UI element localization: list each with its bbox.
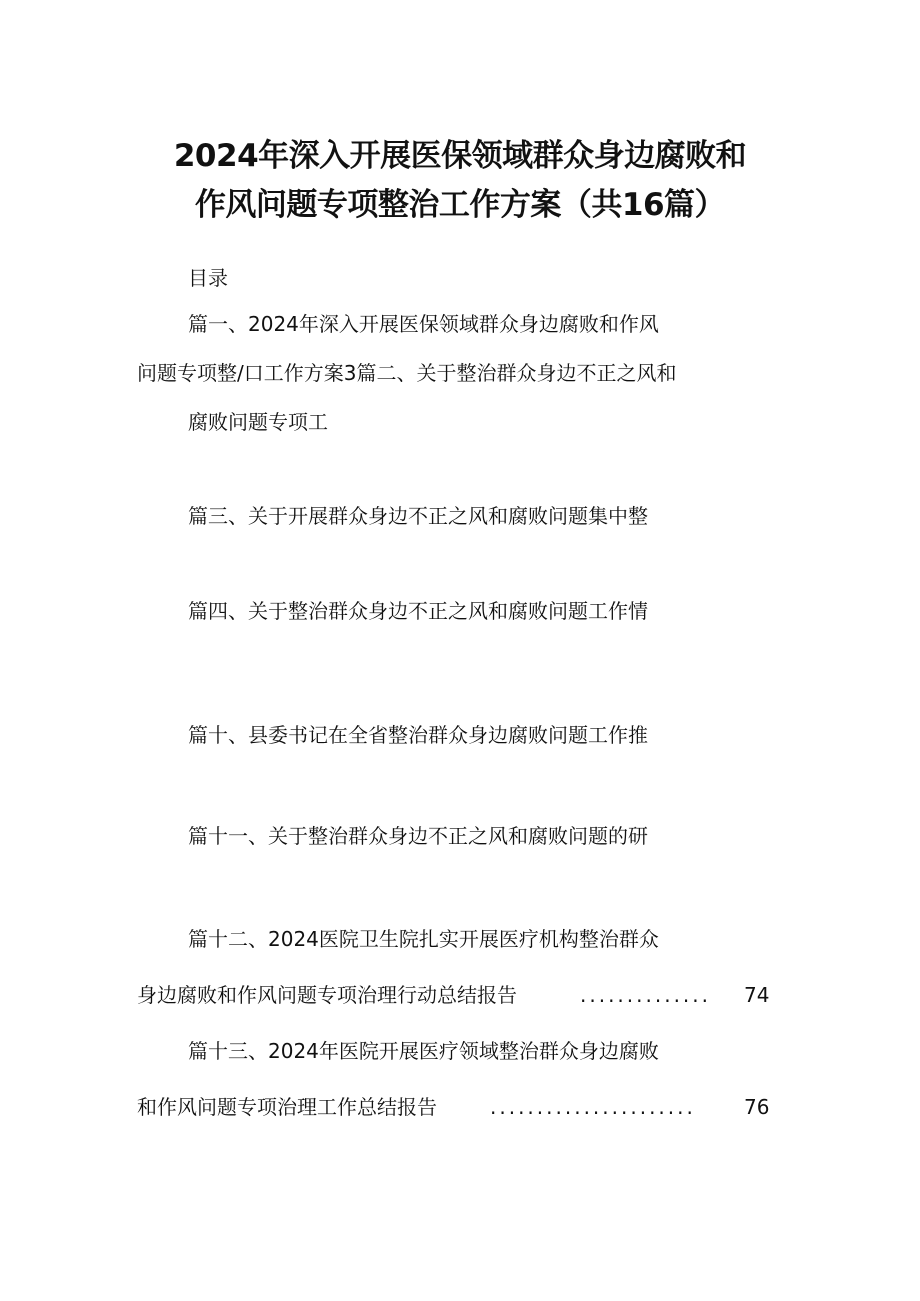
toc-entry-text: 篇十一、关于整治群众身边不正之风和腐败问题的研 — [188, 824, 648, 848]
toc-leader-dots: ...................... — [490, 1095, 696, 1119]
toc-entry-text: 腐败问题专项工 — [188, 410, 328, 434]
toc-entry-text: 篇十、县委书记在全省整治群众身边腐败问题工作推 — [188, 723, 648, 747]
toc-entry-text: 篇十三、2024年医院开展医疗领域整治群众身边腐败 — [188, 1039, 659, 1063]
toc-entry-text: 篇一、2024年深入开展医保领域群众身边腐败和作风 — [188, 312, 659, 336]
toc-entry-text: 身边腐败和作风问题专项治理行动总结报告 — [137, 983, 517, 1007]
document-title-line-1: 2024年深入开展医保领域群众身边腐败和 — [173, 138, 747, 174]
toc-heading: 目录 — [188, 266, 228, 290]
toc-entry-text: 篇四、关于整治群众身边不正之风和腐败问题工作情 — [188, 599, 648, 623]
document-title-line-2: 作风问题专项整治工作方案（共16篇） — [194, 187, 726, 223]
toc-page-number: 76 — [744, 1095, 770, 1119]
toc-entry-text: 问题专项整/口工作方案3篇二、关于整治群众身边不正之风和 — [137, 361, 677, 385]
toc-page-number: 74 — [744, 983, 770, 1007]
toc-entry-text: 篇三、关于开展群众身边不正之风和腐败问题集中整 — [188, 504, 648, 528]
toc-entry-text: 和作风问题专项治理工作总结报告 — [137, 1095, 437, 1119]
toc-entry-text: 篇十二、2024医院卫生院扎实开展医疗机构整治群众 — [188, 927, 659, 951]
toc-leader-dots: .............. — [580, 983, 712, 1007]
